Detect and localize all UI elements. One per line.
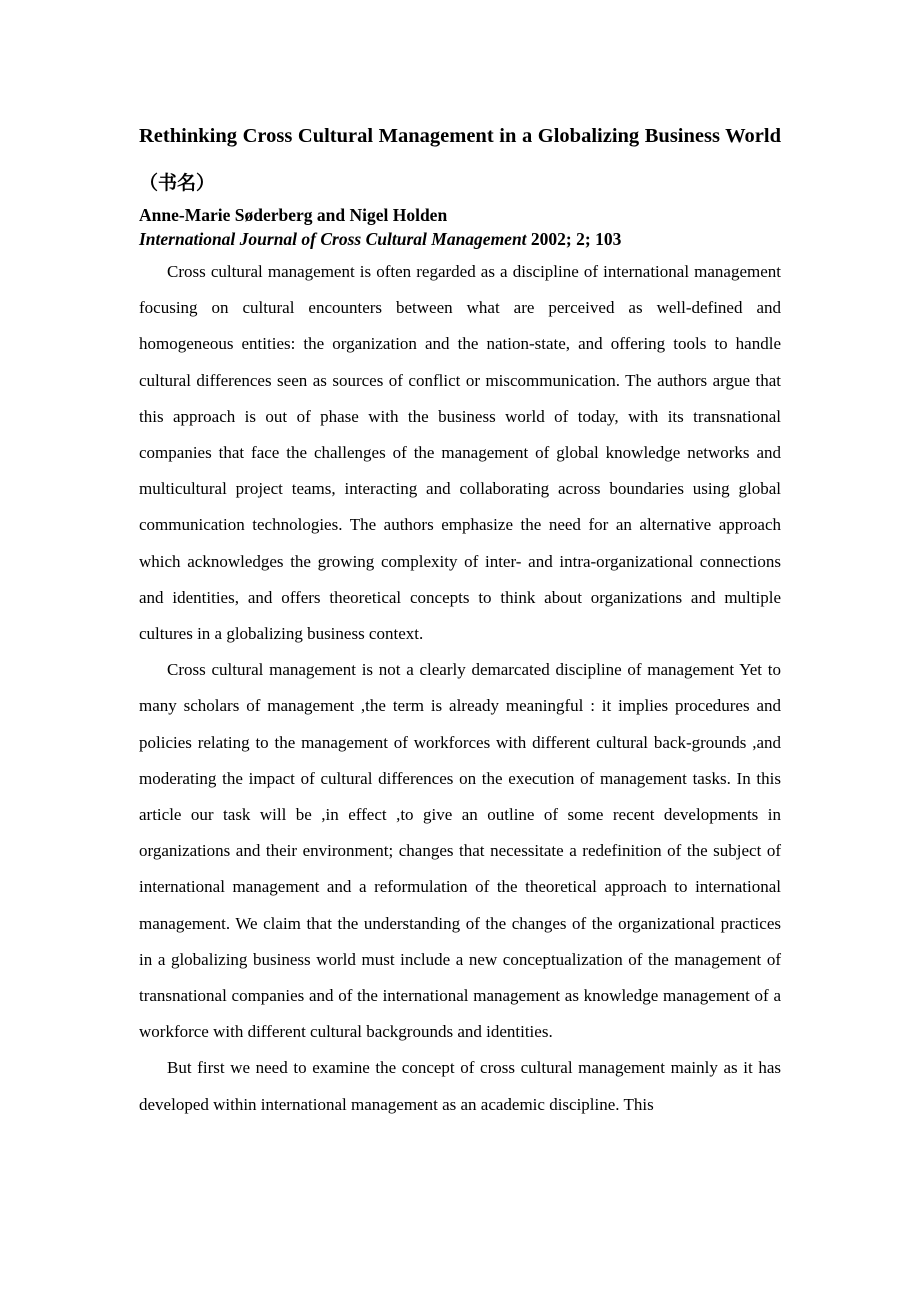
article-body [139, 254, 781, 1123]
body-paragraph: But first we need to examine the concept of cross cultural management mainly as it has developed within international management as an academic discipline. This [139, 1058, 781, 1114]
body-paragraph: Cross cultural management is not a clearly demarcated discipline of management Yet to many scholars of management ,the term is already meaningful : it implies procedures and policies relating to the management of workforces with different cultural back-grounds ,and moderating the impact of cultural differences on the execution of management tasks. In this article our task will be ,in effect ,to give an outline of some recent developments in organizations and their environment; changes that necessitate a redefinition of the subject of international management and a reformulation of the theoretical approach to international management. We claim that the understanding of the changes of the organizational practices in a globalizing business world must include a new conceptualization of the management of transnational companies and of the international management as knowledge management of a workforce with different cultural backgrounds and identities. [139, 660, 781, 1042]
abstract-paragraph: Cross cultural management is often regarded as a discipline of international management focusing on cultural encounters between what are perceived as well-defined and homogeneous entities: the organization and the nation-state, and offering tools to handle cultural differences seen as sources of conflict or miscommunication. The authors argue that this approach is out of phase with the business world of today, with its transnational companies that face the challenges of the management of global knowledge networks and multicultural project teams, interacting and collaborating across boundaries using global communication technologies. The authors emphasize the need for an alternative approach which acknowledges the growing complexity of inter- and intra-organizational connections and identities, and offers theoretical concepts to think about organizations and multiple cultures in a globalizing business context. [139, 262, 781, 644]
article-citation [139, 227, 781, 251]
article-title-text: Rethinking Cross Cultural Management in a Globalizing Business World [139, 125, 781, 147]
article-title [139, 113, 781, 207]
journal-name: International Journal of Cross Cultural Management [139, 229, 527, 249]
document-page [139, 113, 781, 1123]
article-authors: Anne-Marie Søderberg and Nigel Holden [139, 205, 448, 225]
article-title-cjk: （书名） [139, 172, 216, 194]
citation-details: 2002; 2; 103 [526, 229, 622, 249]
